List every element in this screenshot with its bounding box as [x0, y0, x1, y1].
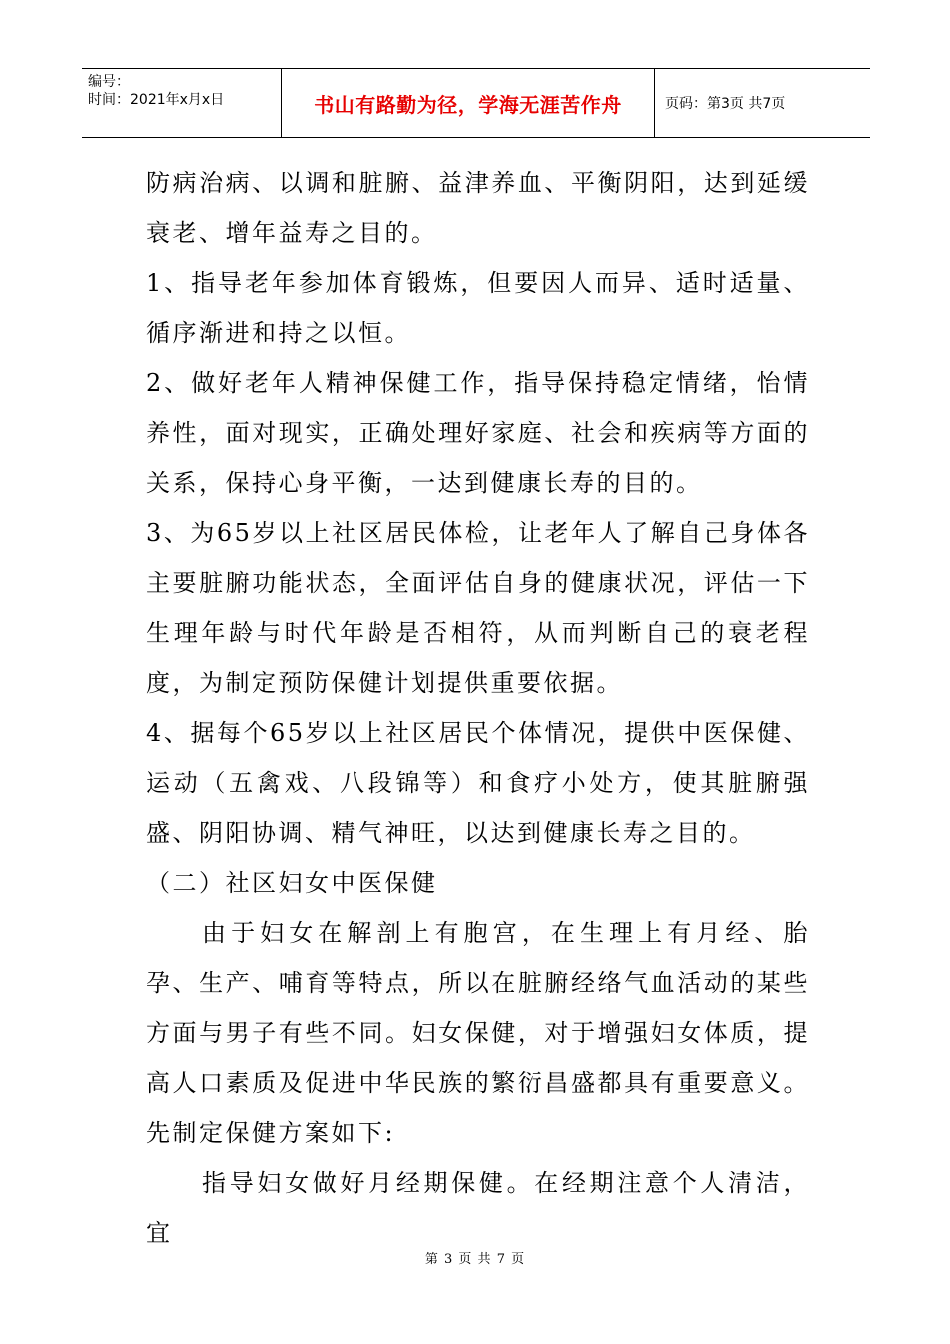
document-number-label: 编号： — [88, 74, 130, 90]
section-heading: （二）社区妇女中医保健 — [146, 869, 438, 897]
list-item-1: 1、指导老年参加体育锻炼，但要因人而异、适时适量、循序渐进和持之以恒。 — [146, 269, 810, 347]
body-paragraph: 由于妇女在解剖上有胞宫，在生理上有月经、胎孕、生产、哺育等特点，所以在脏腑经络气血活动的某些方面与男子有些不同。妇女保健，对于增强妇女体质，提高人口素质及促进中华民族的繁衍昌盛都具有重要意义。先制定保健方案如下: — [146, 919, 810, 1147]
header-page-info: 页码：第3页 共7页 — [665, 96, 786, 112]
list-item-2: 2、做好老年人精神保健工作，指导保持稳定情绪，怡情养性，面对现实，正确处理好家庭、社会和疾病等方面的关系，保持心身平衡，一达到健康长寿的目的。 — [146, 369, 810, 497]
list-item-3: 3、为65岁以上社区居民体检，让老年人了解自己身体各主要脏腑功能状态，全面评估自身的健康状况，评估一下生理年龄与时代年龄是否相符，从而判断自己的衰老程度，为制定预防保健计划提供重要依据。 — [146, 519, 810, 697]
body-paragraph: 指导妇女做好月经期保健。在经期注意个人清洁，宜 — [146, 1169, 810, 1247]
header-motto: 书山有路勤为径，学海无涯苦作舟 — [282, 69, 655, 137]
page-footer: 第 3 页 共 7 页 — [424, 1252, 526, 1267]
list-item-4: 4、据每个65岁以上社区居民个体情况，提供中医保健、运动（五禽戏、八段锦等）和食疗小处方，使其脏腑强盛、阴阳协调、精气神旺，以达到健康长寿之目的。 — [146, 719, 810, 847]
body-paragraph: 防病治病、以调和脏腑、益津养血、平衡阴阳，达到延缓衰老、增年益寿之目的。 — [146, 169, 810, 247]
document-body — [146, 158, 810, 1258]
header-meta — [82, 69, 282, 137]
page-header — [82, 68, 870, 138]
document-date: 时间：2021年x月x日 — [88, 92, 225, 108]
